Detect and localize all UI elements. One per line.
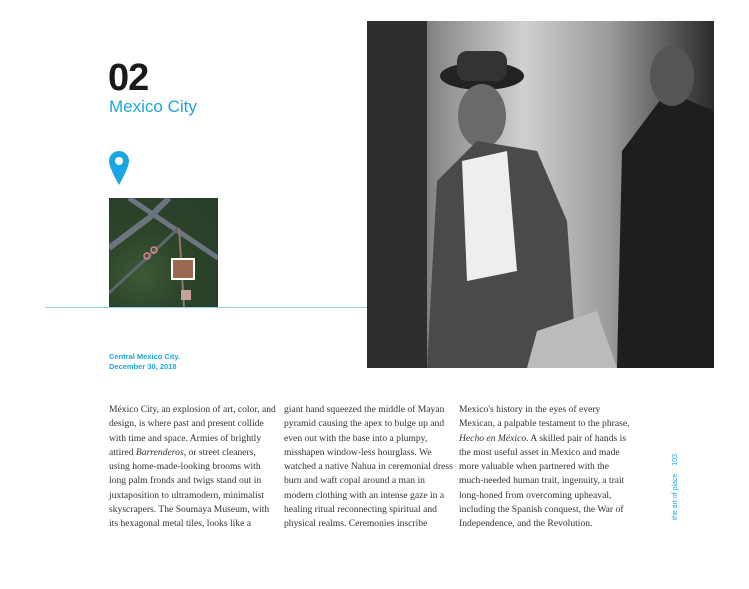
- chapter-number: 02: [108, 57, 149, 99]
- body-text: Mexico's history in the eyes of every Mexican, a palpable testament to the phrase,: [459, 404, 630, 430]
- photo-caption: [109, 352, 180, 372]
- caption-location: Central Mexico City.: [109, 352, 181, 361]
- body-column-1: [109, 403, 279, 532]
- satellite-map-thumbnail[interactable]: [109, 198, 218, 307]
- divider-line: [45, 307, 367, 308]
- chapter-title: Mexico City: [109, 97, 197, 116]
- street-photo: [367, 21, 714, 368]
- page-number: 103: [672, 454, 679, 466]
- section-name: the art of place: [672, 473, 679, 520]
- page-footer: [672, 454, 679, 520]
- body-column-2: [284, 403, 454, 532]
- body-column-3: [459, 403, 631, 532]
- body-text: . A skilled pair of hands is the most useful asset in Mexico and made more valuable when partnered with the much-needed human trait, ingenuity, a trait long-honed from overcoming upheaval, including the Spanish conquest, the War of Independence, and the Revolution.: [459, 432, 627, 530]
- caption-date: December 30, 2018: [109, 362, 177, 371]
- body-italic: Hecho en México: [459, 432, 527, 444]
- body-text: México City, an explosion of art, color, and design, is where past and present collide with time and space. Armies of brightly attired: [109, 404, 276, 458]
- body-italic: Barrenderos: [135, 446, 184, 458]
- body-text: , or street cleaners, using home-made-looking brooms with long palm fronds and twigs stand out in juxtaposition to ultramodern, minimalist skyscrapers. The Soumaya Museum, with its hexagonal metal tiles, looks like a: [109, 446, 270, 530]
- map-pin-icon: [109, 151, 129, 185]
- body-text: giant hand squeezed the middle of Mayan pyramid causing the apex to bulge up and even out with the base into a plumpy, misshapen window-less hourglass. We watched a native Nahua in ceremonial dress burn and waft copal around a man in modern clothing with an intense gaze in a healing ritual reconnecting spiritual and physical realms. Ceremonies inscribe: [284, 404, 453, 530]
